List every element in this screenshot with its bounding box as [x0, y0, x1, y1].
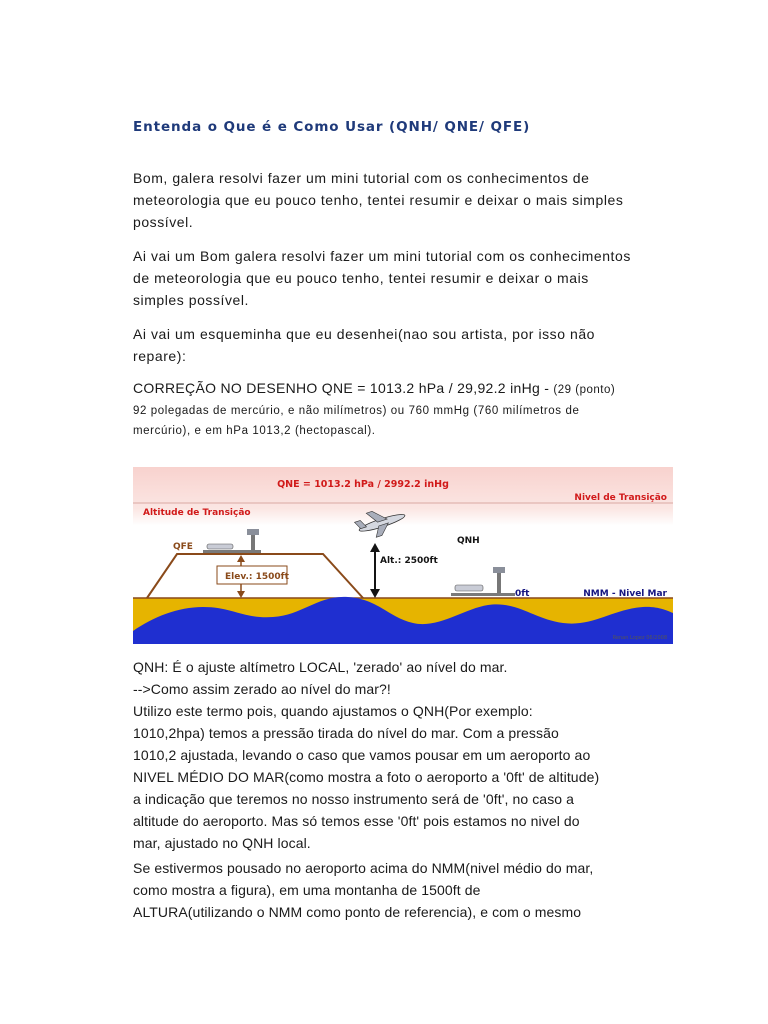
text-line: simples possível.	[133, 292, 249, 308]
plane-landed-icon	[455, 585, 483, 591]
sea-level-label: NMM - Nivel Mar	[583, 589, 667, 599]
text-line: NIVEL MÉDIO DO MAR(como mostra a foto o aeroporto a '0ft' de altitude)	[133, 769, 600, 785]
tower-cab	[247, 529, 259, 535]
altimeter-diagram	[133, 467, 673, 644]
second-paragraph	[133, 245, 693, 311]
qfe-label: QFE	[173, 542, 193, 552]
tower-cab	[493, 567, 505, 573]
text-line: possível.	[133, 214, 194, 230]
text-line: 1010,2hpa) temos a pressão tirada do nível do mar. Com a pressão	[133, 725, 559, 741]
zero-ft-label: 0ft	[515, 589, 530, 599]
transition-altitude-label: Altitude de Transição	[143, 508, 251, 518]
correction-small: (29 (ponto)	[553, 384, 616, 396]
text-line: 1010,2 ajustada, levando o caso que vamos pousar em um aeroporto ao	[133, 747, 591, 763]
correction-main: CORREÇÃO NO DESENHO QNE = 1013.2 hPa / 29,92.2 inHg -	[133, 380, 554, 396]
transition-level-label: Nivel de Transição	[574, 493, 667, 503]
text-line: de meteorologia que eu pouco tenho, tentei resumir e deixar o mais	[133, 270, 589, 286]
altitude-label: Alt.: 2500ft	[380, 556, 438, 566]
text-line: QNH: É o ajuste altímetro LOCAL, 'zerado' ao nível do mar.	[133, 659, 508, 675]
plane-parked-icon	[207, 544, 233, 549]
text-line: Bom, galera resolvi fazer um mini tutorial com os conhecimentos de	[133, 170, 590, 186]
text-line: altitude do aeroporto. Mas só temos esse '0ft' pois estamos no nivel do	[133, 813, 580, 829]
text-line: -->Como assim zerado ao nível do mar?!	[133, 681, 391, 697]
text-line: Ai vai um esqueminha que eu desenhei(nao sou artista, por isso não	[133, 326, 596, 342]
control-tower-icon	[497, 571, 501, 593]
text-line: como mostra a figura), em uma montanha de 1500ft de	[133, 882, 481, 898]
runway-sea-level	[451, 593, 515, 596]
text-line: a indicação que teremos no nosso instrumento será de '0ft', no caso a	[133, 791, 575, 807]
text-line: Utilizo este termo pois, quando ajustamos o QNH(Por exemplo:	[133, 703, 533, 719]
text-line: Ai vai um Bom galera resolvi fazer um mini tutorial com os conhecimentos	[133, 248, 631, 264]
text-line: mar, ajustado no QNH local.	[133, 835, 311, 851]
text-line: repare):	[133, 348, 187, 364]
qnh-explanation	[133, 656, 713, 854]
text-line: ALTURA(utilizando o NMM como ponto de referencia), e com o mesmo	[133, 904, 582, 920]
runway-mountain	[203, 550, 261, 553]
page-title: Entenda o Que é e Como Usar (QNH/ QNE/ QFE)	[133, 119, 531, 135]
elevation-label: Elev.: 1500ft	[225, 572, 289, 582]
qnh-label: QNH	[457, 536, 480, 546]
correction-line: 92 polegadas de mercúrio, e não milímetros) ou 760 mmHg (760 milímetros de	[133, 405, 580, 417]
control-tower-icon	[251, 533, 255, 550]
correction-line: mercúrio), e em hPa 1013,2 (hectopascal).	[133, 425, 376, 437]
elevation-explanation	[133, 857, 713, 923]
text-line: meteorologia que eu pouco tenho, tentei resumir e deixar o mais simples	[133, 192, 624, 208]
qne-label: QNE = 1013.2 hPa / 2992.2 inHg	[277, 479, 449, 490]
third-paragraph	[133, 323, 693, 367]
text-line: Se estivermos pousado no aeroporto acima do NMM(nivel médio do mar,	[133, 860, 594, 876]
author-credit: Renan Lopez 06/2008	[612, 635, 667, 641]
correction-note	[133, 377, 693, 441]
intro-paragraph	[133, 167, 693, 233]
